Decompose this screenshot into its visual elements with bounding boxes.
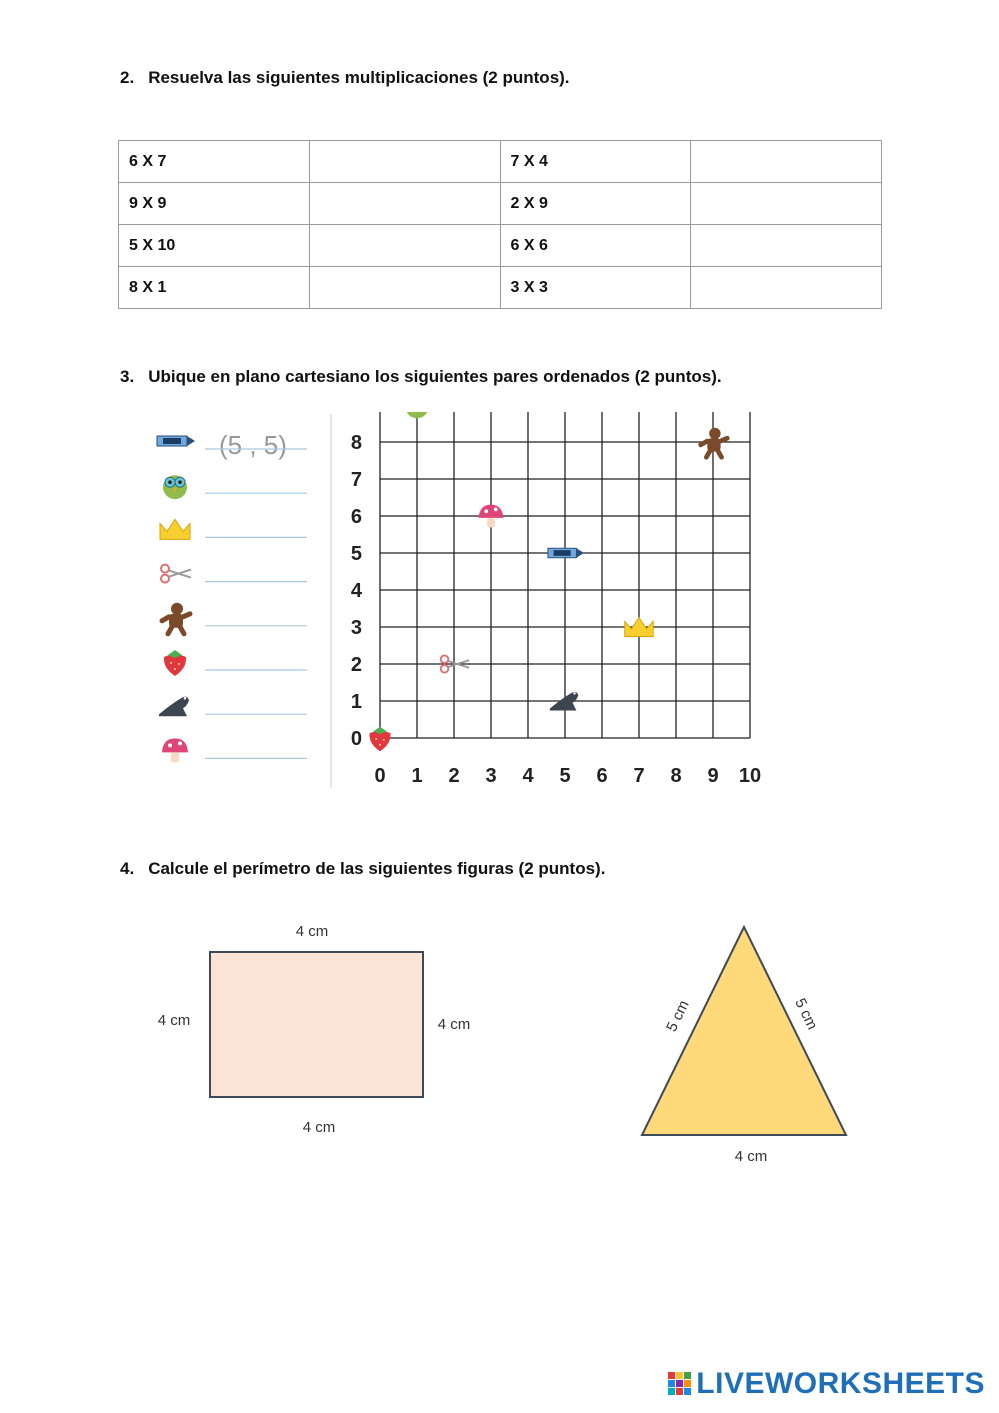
rect-bottom-label: 4 cm xyxy=(302,1119,336,1136)
rect-right-label: 4 cm xyxy=(437,1016,471,1033)
problem-cell: 6 X 6 xyxy=(500,225,691,267)
question-number: 3. xyxy=(120,367,135,386)
example-pair: (5 , 5) xyxy=(219,430,287,460)
question-title: Ubique en plano cartesiano los siguientes pares ordenados (2 puntos). xyxy=(148,367,722,386)
table-row xyxy=(119,225,882,267)
y-tick-label xyxy=(351,412,362,417)
answer-input[interactable] xyxy=(701,188,875,220)
x-tick-label: 9 xyxy=(707,765,719,787)
y-tick-label: 7 xyxy=(350,469,362,491)
y-tick-label: 3 xyxy=(350,617,362,639)
problem-cell: 2 X 9 xyxy=(500,183,691,225)
question-3-heading xyxy=(120,367,722,387)
answer-input[interactable] xyxy=(320,146,494,178)
cartesian-plane-figure xyxy=(155,412,770,790)
answer-cell[interactable] xyxy=(309,267,500,309)
rect-top-label: 4 cm xyxy=(295,923,329,940)
x-tick-label: 10 xyxy=(738,765,762,787)
answer-input[interactable] xyxy=(320,272,494,304)
y-tick-label: 0 xyxy=(350,728,362,750)
x-tick-label: 8 xyxy=(670,765,682,787)
triangle-bottom-label: 4 cm xyxy=(734,1148,768,1165)
answer-cell[interactable] xyxy=(691,141,882,183)
question-title: Resuelva las siguientes multiplicaciones (2 puntos). xyxy=(148,68,570,87)
triangle-figure xyxy=(620,918,870,1178)
triangle-right-label: 5 cm xyxy=(791,995,821,1033)
crayon-icon xyxy=(548,548,584,558)
answer-cell[interactable] xyxy=(691,183,882,225)
liveworksheets-logo xyxy=(668,1367,985,1401)
problem-cell: 6 X 7 xyxy=(119,141,310,183)
x-tick-label: 5 xyxy=(559,765,571,787)
crayon-icon xyxy=(157,436,195,446)
y-tick-label: 2 xyxy=(350,654,362,676)
problem-cell: 5 X 10 xyxy=(119,225,310,267)
rectangle-figure xyxy=(140,915,500,1145)
problem-cell: 9 X 9 xyxy=(119,183,310,225)
x-tick-label: 1 xyxy=(411,765,423,787)
multiplication-table xyxy=(118,140,882,309)
y-tick-label: 4 xyxy=(350,580,362,602)
question-number: 2. xyxy=(120,68,135,87)
logo-blocks-icon xyxy=(668,1372,692,1396)
x-tick-label: 6 xyxy=(596,765,608,787)
problem-cell: 3 X 3 xyxy=(500,267,691,309)
question-2-heading xyxy=(120,68,570,88)
y-tick-label: 1 xyxy=(350,691,362,713)
question-number: 4. xyxy=(120,859,135,878)
table-row xyxy=(119,267,882,309)
answer-cell[interactable] xyxy=(309,225,500,267)
owl-icon xyxy=(163,475,187,499)
problem-cell: 8 X 1 xyxy=(119,267,310,309)
rect-left-label: 4 cm xyxy=(157,1012,191,1029)
problem-cell: 7 X 4 xyxy=(500,141,691,183)
table-row xyxy=(119,183,882,225)
answer-cell[interactable] xyxy=(691,225,882,267)
table-row xyxy=(119,141,882,183)
triangle-left-label: 5 cm xyxy=(663,997,693,1035)
answer-input[interactable] xyxy=(320,230,494,262)
answer-input[interactable] xyxy=(701,146,875,178)
question-4-heading xyxy=(120,859,605,879)
x-tick-label: 7 xyxy=(633,765,645,787)
answer-input[interactable] xyxy=(701,230,875,262)
answer-cell[interactable] xyxy=(309,141,500,183)
rectangle-shape xyxy=(210,952,423,1097)
answer-cell[interactable] xyxy=(691,267,882,309)
answer-input[interactable] xyxy=(320,188,494,220)
x-tick-label: 4 xyxy=(522,765,534,787)
question-title: Calcule el perímetro de las siguientes figuras (2 puntos). xyxy=(148,859,606,878)
y-tick-label: 6 xyxy=(350,506,362,528)
logo-text: LIVEWORKSHEETS xyxy=(696,1367,985,1400)
x-tick-label: 0 xyxy=(374,765,386,787)
y-tick-label: 5 xyxy=(350,543,362,565)
answer-input[interactable] xyxy=(701,272,875,304)
cartesian-plane xyxy=(155,412,770,790)
answer-cell[interactable] xyxy=(309,183,500,225)
y-tick-label: 8 xyxy=(350,432,362,454)
x-tick-label: 3 xyxy=(485,765,497,787)
x-tick-label: 2 xyxy=(448,765,460,787)
